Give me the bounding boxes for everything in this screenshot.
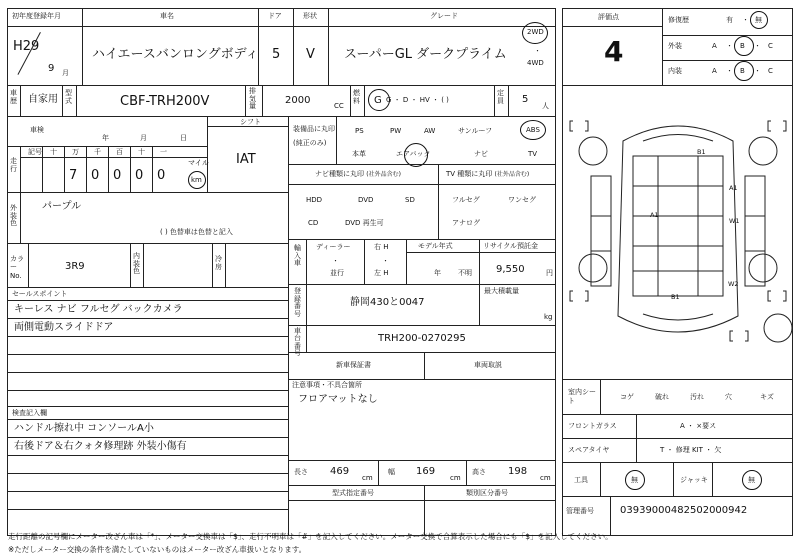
car-diagram-block [562, 85, 793, 380]
inspector-line-2: 右後ドア＆右クォタ修理跡 外装小傷有 [14, 441, 187, 452]
equip-ps: PS [355, 127, 364, 135]
mgmt-label: 管理番号 [566, 507, 594, 515]
color-no-value: 3R9 [65, 261, 85, 272]
shaken-year-label: 年 [102, 134, 109, 142]
spare-value: T ・ 修理 KIT ・ 欠 [660, 446, 722, 454]
registration-label: 登録番号 [294, 287, 301, 319]
width-unit: cm [450, 474, 461, 482]
length-unit: cm [362, 474, 373, 482]
fuel-g: G [374, 95, 382, 106]
equip-aw: AW [424, 127, 436, 135]
tv-fullseg: フルセグ [452, 196, 480, 204]
height-unit: cm [540, 474, 551, 482]
color-note: ( ) 色替車は色替と記入 [160, 228, 233, 236]
eval-label: 評価点 [598, 13, 619, 21]
seat-item: 破れ [655, 393, 669, 401]
equip-leather: 本革 [352, 150, 366, 158]
equip-abs: ABS [526, 126, 540, 134]
height-value: 198 [508, 466, 528, 477]
navi-hdd: HDD [306, 196, 323, 204]
footnote-2: ※ただしメーター交換の条件を満たしていないものはメーター改ざん車扱いとなります。 [8, 545, 307, 554]
car-name-value: ハイエースバンロングボディ [92, 47, 259, 62]
color-no-block [7, 243, 289, 288]
equipment-sublabel: (純正のみ) [293, 139, 327, 147]
shift-value: IAT [236, 152, 256, 167]
navi-dvd: DVD [358, 196, 374, 204]
shape-value: V [306, 47, 315, 62]
repair-sep: ・ [742, 16, 749, 24]
navi-header: ナビ種類に丸印 (社外品含む) [315, 170, 401, 178]
type-class-block [288, 485, 556, 536]
mileage-digit-divider [130, 146, 131, 193]
docs-block [288, 352, 556, 380]
recycle-label: リサイクル預託金 [483, 242, 539, 250]
recycle-value: 9,550 [496, 264, 525, 275]
mileage-digit-header: 万 [72, 148, 79, 156]
reg-year: H29 [13, 39, 40, 54]
recycle-unit: 円 [546, 269, 553, 277]
navi-dvd-play: DVD 再生可 [345, 219, 384, 227]
mgmt-block [562, 496, 793, 536]
drive-2wd: 2WD [527, 28, 544, 36]
interior-color-label: 内装色 [133, 252, 140, 276]
navi-cd: CD [308, 219, 319, 227]
mileage-digit-header: 百 [116, 148, 123, 156]
color-value: パープル [42, 201, 82, 212]
tv-header: TV 種類に丸印 (社外品含む) [446, 170, 530, 178]
equipment-label: 装備品に丸印 [293, 125, 335, 133]
km-label: km [191, 176, 202, 184]
spare-label: スペアタイヤ [568, 446, 610, 454]
diagram-mark-b1-rear: B1 [671, 293, 680, 301]
mileage-digit-divider [64, 146, 65, 193]
car-name-label: 車名 [160, 12, 174, 20]
grade-scale-item: ・ [754, 67, 761, 75]
displacement-value: 2000 [285, 95, 311, 106]
seat-item: 汚れ [690, 393, 704, 401]
diagram-mark-a1-right: A1 [729, 184, 738, 192]
sales-point-line-1: キーレス ナビ フルセグ バックカメラ [14, 304, 183, 315]
import-label: 輸入車 [294, 244, 301, 268]
mileage-digit: 0 [113, 168, 122, 183]
width-value: 169 [416, 466, 436, 477]
grade-scale-item: A [712, 67, 717, 75]
repair-yes: 有 [726, 16, 733, 24]
grade-scale-item: A [712, 42, 717, 50]
shaken-day-label: 日 [180, 134, 187, 142]
mileage-digit-header: 十 [50, 148, 57, 156]
mileage-digit-header: 一 [160, 148, 167, 156]
diagram-mark-a1-left: A1 [650, 211, 659, 219]
registration-value: 静岡430と0047 [350, 297, 425, 308]
equip-navi: ナビ [474, 150, 488, 158]
jack-value: 無 [748, 476, 755, 484]
mileage-digit: 0 [91, 168, 100, 183]
width-label: 幅 [388, 468, 395, 476]
color-no-label: カラーNo. [10, 255, 24, 280]
mileage-digit: 7 [69, 168, 78, 183]
mileage-digit-divider [86, 146, 87, 193]
repair-label: 修復歴 [668, 16, 689, 24]
diagram-mark-b1-front: B1 [697, 148, 706, 156]
seat-label: 室内シート [568, 388, 596, 406]
max-load-label: 最大積載量 [484, 287, 519, 295]
chassis-label: 車台番号 [294, 327, 301, 358]
notes-block [288, 379, 556, 461]
import-dealer: ディーラー [316, 243, 351, 251]
row-usage [7, 85, 556, 117]
usage-value: 自家用 [28, 94, 58, 105]
model-label: 型式 [65, 89, 72, 105]
model-year-unit: 年 [434, 269, 441, 277]
mileage-digit: 0 [135, 168, 144, 183]
reg-month: 9 [48, 63, 55, 74]
length-value: 469 [330, 466, 350, 477]
model-year-value: 不明 [458, 269, 472, 277]
model-value: CBF-TRH200V [120, 94, 210, 109]
grade-value: スーパーGL ダークプライム [344, 47, 507, 62]
first-reg-label: 初年度登録年月 [12, 12, 61, 20]
repair-no: 無 [755, 16, 762, 24]
glass-label: フロントガラス [568, 422, 617, 430]
tools-value: 無 [631, 476, 638, 484]
seat-item: 穴 [725, 393, 732, 401]
car-diagram [563, 86, 792, 379]
eval-score: 4 [604, 35, 624, 68]
capacity-unit: 人 [542, 102, 549, 110]
fuel-options: G ・ D ・ HV ・ ( ) [386, 96, 449, 104]
capacity-label: 定員 [497, 89, 504, 105]
equip-pw: PW [390, 127, 402, 135]
door-label: ドア [268, 12, 282, 20]
navi-sd: SD [405, 196, 415, 204]
warranty-label: 新車保証書 [336, 361, 371, 369]
mileage-digit-divider [152, 146, 153, 193]
interior-label: 内装 [668, 67, 682, 75]
drive-4wd: 4WD [527, 59, 544, 67]
usage-label: 車歴 [10, 89, 17, 105]
model-year-label: モデル年式 [418, 242, 453, 250]
diagram-mark-w2: W2 [728, 280, 739, 288]
inspector-label: 検査記入欄 [12, 409, 47, 417]
import-right: 右 H [374, 243, 389, 251]
mileage-digit-header: 記号 [28, 148, 42, 156]
type-label: 型式指定番号 [332, 489, 374, 497]
shaken-label: 車検 [30, 126, 44, 134]
exterior-label: 外装 [668, 42, 682, 50]
shaken-month-label: 月 [140, 134, 147, 142]
grade-label: グレード [430, 12, 458, 20]
seat-item: コゲ [620, 393, 634, 401]
fuel-label: 燃料 [353, 89, 360, 105]
grade-scale-item: ・ [726, 42, 733, 50]
jack-label: ジャッキ [680, 476, 708, 484]
sales-point-line-2: 両側電動スライドドア [14, 322, 114, 333]
mileage-digit-divider [42, 146, 43, 193]
chassis-value: TRH200-0270295 [378, 333, 466, 344]
max-load-unit: kg [544, 313, 553, 321]
shape-label: 形状 [303, 12, 317, 20]
equip-tv: TV [528, 150, 538, 158]
mileage-digit-header: 十 [138, 148, 145, 156]
displacement-label: 排気量 [249, 87, 256, 111]
mileage-digit-divider [108, 146, 109, 193]
equip-airbag: エアバック [396, 150, 431, 158]
diagram-mark-w1: W1 [729, 217, 740, 225]
seat-item: キズ [760, 393, 774, 401]
mile-label: マイル [188, 159, 209, 167]
glass-value: A ・ ×要ス [680, 422, 717, 430]
grade-scale-item: ・ [726, 67, 733, 75]
tv-analog: アナログ [452, 219, 480, 227]
shift-label: シフト [240, 118, 261, 126]
interior-b-circle [734, 61, 754, 81]
grade-scale-item: C [768, 42, 773, 50]
displacement-unit: CC [334, 102, 344, 110]
equip-sunroof: サンルーフ [458, 127, 493, 135]
sales-points-label: セールスポイント [12, 290, 68, 298]
length-label: 長さ [294, 468, 308, 476]
exterior-b-circle [734, 36, 754, 56]
footnote-1: 走行距離の記号欄にメーター改ざん車は「*」、メーター交換車は「$」、走行不明車は「#」を記入してください。メーター交換で合算表示した場合にも「$」を記入してください。 [8, 532, 613, 541]
class-label: 類別区分番号 [466, 489, 508, 497]
tv-oneseg: ワンセグ [508, 196, 536, 204]
import-left: 左 H [374, 269, 389, 277]
auction-sheet: 初年度登録年月 車名 ドア 形状 グレード H29 9 月 ハイエースバンロングボディ 5 V スーパーGL ダークプライム 2WD ・ 4WD 車歴 自家用 型式 CBF-TRH200V 排気量 2000 CC 燃料 G ・ D ・ HV ・ ( ) G 定員 5 人 車検 年 月 日 シフト IAT 走行 記号 十 万 千 百 十 一 7 0 0 0 0 マイル km 外装色 パープル ( ) 色替車は色替と記入 カラーNo. 3R9 内装色 冷房 セールスポイント キーレス ナビ フルセグ バックカメラ 両側電動スライドドア 検査記入欄 ハンドル擦れ中 コンソールA小 右後ドア＆右クォタ修理跡 外装小傷有 装備品に丸印 (純正のみ) PS PW AW サンルーフ ABS 本革 エアバック ナビ TV ナビ種類に丸印 (社外品含む) TV 種類に丸印 (社外品含む) HDD DVD SD CD DVD 再生可 フルセグ ワンセグ アナログ 輸入車 ディーラー ・ 並行 右 H ・ 左 H モデル年式 年 不明 リサイクル預託金 9,550 円 登録番号 静岡430と0047 最大積載量 kg 車台番号 TRH200-0270295 新車保証書 車両取説 注意事項・不具合箇所 フロアマットなし 長さ 469 cm 幅 169 cm 高さ 198 cm 型式指定番号 類別区分番号 評価点 4 修復歴 有 ・ 無 外装 A ・ B ・ C 内装 A ・ B ・ C B1 A1 A1 W1 B1 W2 室内シート コゲ 破れ 汚れ 穴 キズ フロントガラス A ・ ×要ス スペアタイヤ T ・ 修理 KIT ・ 欠 工具 無 ジャッキ 無 管理番号 03939000482502000942 走行距離の記号欄にメーター改ざん車は「*」、メーター交換車は「$」、走行不明車は「#」を記入してください。メーター交換で合算表示した場合にも「$」を記入してください。 ※ただしメーター交換の条件を満たしていないものはメーター改ざん車扱いとなります。 [0, 0, 800, 557]
tools-label: 工具 [574, 476, 588, 484]
grade-scale-item: B [740, 42, 745, 50]
notes-value: フロアマットなし [298, 394, 378, 405]
grade-scale-item: B [740, 67, 745, 75]
inspector-line-1: ハンドル擦れ中 コンソールA小 [14, 423, 154, 434]
height-label: 高さ [472, 468, 486, 476]
mileage-label: 走行 [10, 157, 17, 173]
notes-label: 注意事項・不具合箇所 [292, 381, 362, 389]
manual-label: 車両取説 [474, 361, 502, 369]
mileage-digit: 0 [157, 168, 166, 183]
mileage-digit-header: 千 [94, 148, 101, 156]
grade-scale-item: C [768, 67, 773, 75]
cold-label: 冷房 [215, 255, 222, 271]
color-label: 外装色 [10, 204, 17, 228]
doors-value: 5 [272, 47, 281, 62]
seat-block [562, 379, 793, 415]
capacity-value: 5 [522, 94, 529, 105]
grade-scale-item: ・ [754, 42, 761, 50]
color-block [7, 192, 289, 244]
mgmt-value: 03939000482502000942 [620, 505, 748, 516]
import-parallel: 並行 [330, 269, 344, 277]
reg-month-unit: 月 [62, 69, 69, 77]
